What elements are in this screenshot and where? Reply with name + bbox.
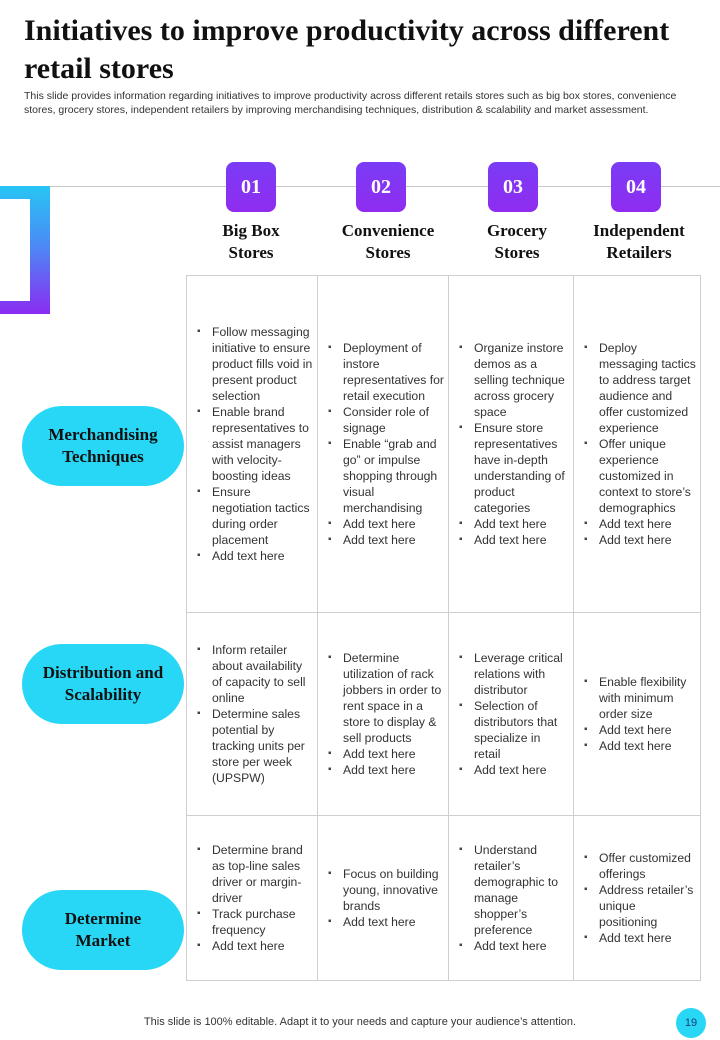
bullet-item: ▪ Selection of distributors that specialize in retail <box>457 698 569 762</box>
bullet-list <box>195 642 313 786</box>
bullet-item: ▪ Leverage critical relations with distributor <box>457 650 569 698</box>
row-label-text: Merchandising Techniques <box>48 425 158 466</box>
bullet-list <box>326 650 444 778</box>
bullet-item: ▪ Add text here <box>326 532 444 548</box>
column-header: Independent Retailers <box>593 221 685 262</box>
column-header: Grocery Stores <box>486 221 548 262</box>
bullet-list <box>326 866 444 930</box>
column-header: Big Box Stores <box>222 221 280 262</box>
bullet-item: ▪ Consider role of signage <box>326 404 444 436</box>
bullet-item: ▪ Add text here <box>457 762 569 778</box>
bullet-list <box>195 842 313 954</box>
table-cell <box>449 613 574 816</box>
bullet-list <box>582 674 696 754</box>
bullet-item: ▪ Add text here <box>326 746 444 762</box>
table-cell <box>187 816 318 980</box>
bullet-item: ▪ Deploy messaging tactics to address target audience and offer customized experience <box>582 340 696 436</box>
bullet-item: ▪ Address retailer’s unique positioning <box>582 882 696 930</box>
bullet-item: ▪ Determine brand as top-line sales driver or margin-driver <box>195 842 313 906</box>
bullet-list <box>195 324 313 564</box>
page-subtitle: This slide provides information regarding initiatives to improve productivity across different retails stores such as big box stores, convenience stores, grocery stores, independent retailers by improving merchandising techniques, distribution & scalability and market assessment. <box>24 90 677 116</box>
page-number-badge: 19 <box>676 1008 706 1038</box>
column-number-badge: 01 <box>226 162 276 212</box>
column-header: Convenience Stores <box>341 221 435 262</box>
bullet-item: ▪ Add text here <box>582 532 696 548</box>
decorative-accent-bar <box>0 186 50 314</box>
column-number-badge: 03 <box>488 162 538 212</box>
table-cell <box>449 276 574 613</box>
row-label-market <box>22 890 184 970</box>
bullet-item: ▪ Add text here <box>195 548 313 564</box>
bullet-item: ▪ Add text here <box>582 722 696 738</box>
bullet-item: ▪ Ensure store representatives have in-depth understanding of product categories <box>457 420 569 516</box>
bullet-item: ▪ Add text here <box>457 532 569 548</box>
bullet-item: ▪ Add text here <box>582 930 696 946</box>
table-cell <box>449 816 574 980</box>
bullet-item: ▪ Organize instore demos as a selling technique across grocery space <box>457 340 569 420</box>
bullet-item: ▪ Add text here <box>582 738 696 754</box>
bullet-item: ▪ Track purchase frequency <box>195 906 313 938</box>
bullet-list <box>457 650 569 778</box>
table-cell <box>187 276 318 613</box>
row-label-text: Determine Market <box>64 909 142 950</box>
bullet-item: ▪ Enable “grab and go” or impulse shopping through visual merchandising <box>326 436 444 516</box>
bullet-item: ▪ Add text here <box>326 762 444 778</box>
bullet-item: ▪ Follow messaging initiative to ensure product fills void in present product selection <box>195 324 313 404</box>
bullet-item: ▪ Add text here <box>457 938 569 954</box>
bullet-item: ▪ Deployment of instore representatives for retail execution <box>326 340 444 404</box>
bullet-item: ▪ Offer customized offerings <box>582 850 696 882</box>
bullet-item: ▪ Add text here <box>195 938 313 954</box>
bullet-item: ▪ Add text here <box>326 516 444 532</box>
table-cell <box>574 613 700 816</box>
initiatives-table <box>186 275 701 981</box>
table-cell <box>187 613 318 816</box>
bullet-list <box>582 850 696 946</box>
bullet-item: ▪ Add text here <box>326 914 444 930</box>
table-cell <box>318 613 449 816</box>
bullet-item: ▪ Determine utilization of rack jobbers in order to rent space in a store to display & sell products <box>326 650 444 746</box>
row-label-text: Distribution and Scalability <box>42 663 164 704</box>
bullet-list <box>326 340 444 548</box>
bullet-item: ▪ Enable flexibility with minimum order size <box>582 674 696 722</box>
bullet-item: ▪ Offer unique experience customized in context to store’s demographics <box>582 436 696 516</box>
page-title: Initiatives to improve productivity across different retail stores <box>24 14 670 85</box>
bullet-list <box>582 340 696 548</box>
bullet-item: ▪ Enable brand representatives to assist managers with velocity-boosting ideas <box>195 404 313 484</box>
bullet-list <box>457 842 569 954</box>
footer-note: This slide is 100% editable. Adapt it to your needs and capture your audience’s attention. <box>143 1016 577 1028</box>
row-label-distribution <box>22 644 184 724</box>
bullet-item: ▪ Add text here <box>582 516 696 532</box>
row-label-merchandising <box>22 406 184 486</box>
bullet-item: ▪ Focus on building young, innovative brands <box>326 866 444 914</box>
bullet-item: ▪ Understand retailer’s demographic to manage shopper’s preference <box>457 842 569 938</box>
table-cell <box>318 816 449 980</box>
bullet-item: ▪ Add text here <box>457 516 569 532</box>
bullet-item: ▪ Determine sales potential by tracking units per store per week (UPSPW) <box>195 706 313 786</box>
bullet-item: ▪ Inform retailer about availability of capacity to sell online <box>195 642 313 706</box>
column-number-badge: 04 <box>611 162 661 212</box>
bullet-item: ▪ Ensure negotiation tactics during order placement <box>195 484 313 548</box>
bullet-list <box>457 340 569 548</box>
table-cell <box>318 276 449 613</box>
column-number-badge: 02 <box>356 162 406 212</box>
table-cell <box>574 276 700 613</box>
table-cell <box>574 816 700 980</box>
